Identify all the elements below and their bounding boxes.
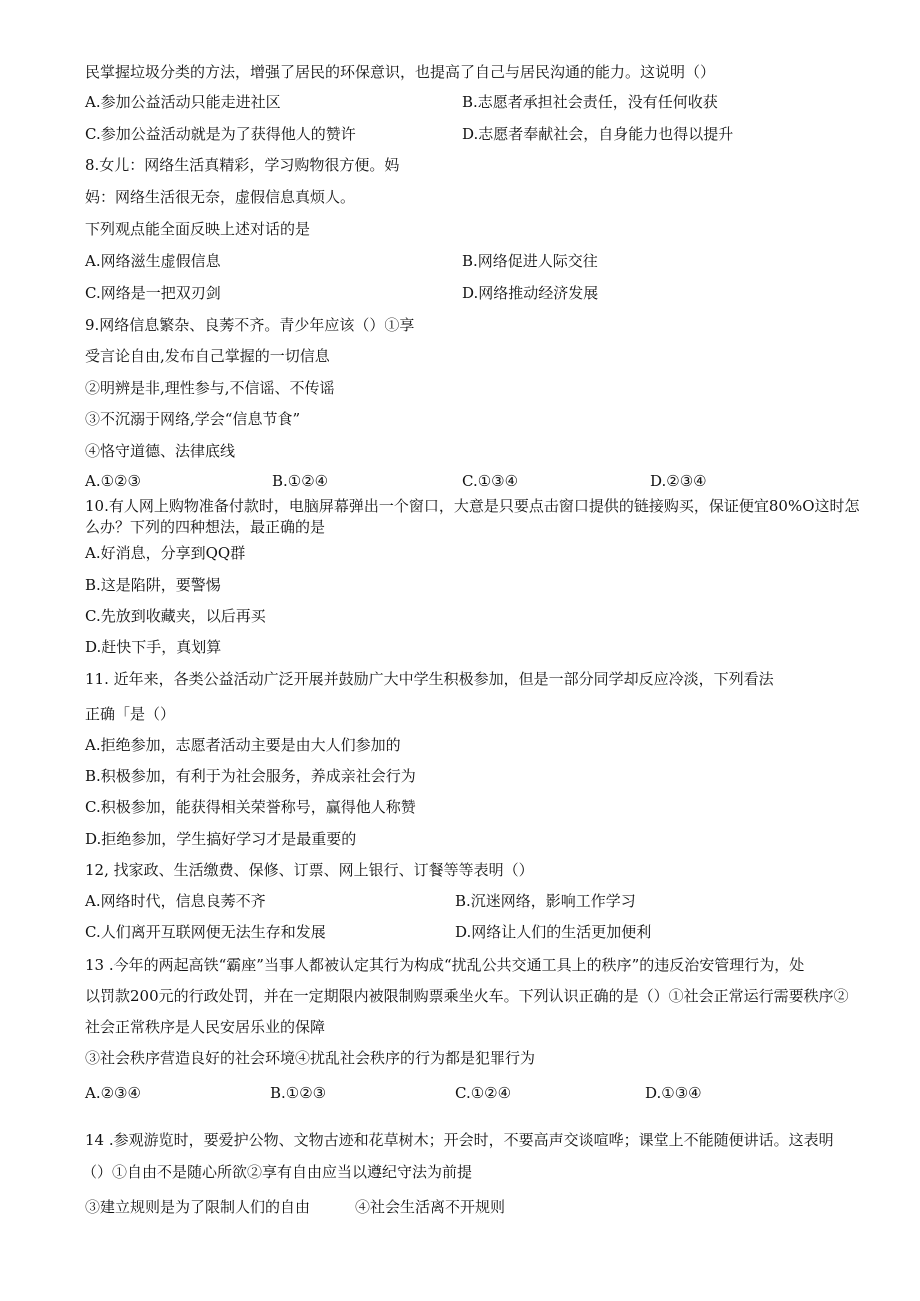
q8-option-c: C.网络是一把双刃剑: [85, 284, 221, 302]
q10-option-b: B.这是陷阱，要警惕: [85, 576, 221, 594]
q12-option-b: B.沉迷网络，影响工作学习: [455, 892, 636, 910]
q13-option-d: D.①③④: [645, 1084, 702, 1102]
q9-option-d: D.②③④: [650, 472, 707, 490]
q13-stem-line: ③社会秩序营造良好的社会环境④扰乱社会秩序的行为都是犯罪行为: [85, 1049, 536, 1067]
q10-stem-line: 么办？下列的四种想法，最正确的是: [85, 518, 326, 536]
q10-option-d: D.赶快下手，真划算: [85, 638, 222, 656]
q9-statement: ③不沉溺于网络,学会“信息节食”: [85, 410, 301, 428]
q8-option-a: A.网络滋生虚假信息: [85, 252, 221, 270]
q12-option-c: C.人们离开互联网便无法生存和发展: [85, 923, 326, 941]
q11-stem-line: 11. 近年来，各类公益活动广泛开展并鼓励广大中学生积极参加，但是一部分同学却反应冷淡，下列看法: [85, 670, 774, 688]
q14-stem-line: （）①自由不是随心所欲②享有自由应当以遵纪守法为前提: [82, 1163, 473, 1181]
q11-option-b: B.积极参加，有利于为社会服务，养成亲社会行为: [85, 767, 416, 785]
q8-stem-line: 下列观点能全面反映上述对话的是: [85, 220, 311, 238]
q8-option-d: D.网络推动经济发展: [462, 284, 599, 302]
q14-statement: ④社会生活离不开规则: [355, 1198, 506, 1216]
q13-option-a: A.②③④: [85, 1084, 141, 1102]
q9-stem-line: 9.网络信息繁杂、良莠不齐。青少年应该（）①享: [85, 316, 415, 334]
q11-option-d: D.拒绝参加，学生搞好学习才是最重要的: [85, 830, 357, 848]
q9-statement: ④恪守道德、法律底线: [85, 442, 236, 460]
q7-stem-tail: 民掌握垃圾分类的方法，增强了居民的环保意识，也提高了自己与居民沟通的能力。这说明（）: [85, 63, 716, 81]
q9-option-b: B.①②④: [272, 472, 329, 490]
q8-stem-line: 8.女儿：网络生活真精彩，学习购物很方便。妈: [85, 156, 400, 174]
q12-stem: 12, 找家政、生活缴费、保修、订票、网上银行、订餐等等表明（）: [85, 861, 534, 879]
q8-option-b: B.网络促进人际交往: [462, 252, 598, 270]
q8-stem-line: 妈：网络生活很无奈，虚假信息真烦人。: [85, 188, 356, 206]
q10-option-a: A.好消息，分享到QQ群: [85, 544, 246, 562]
q10-stem-line: 10.有人网上购物准备付款时，电脑屏幕弹出一个窗口，大意是只要点击窗口提供的链接购买，保证便宜80%O这时怎: [85, 497, 860, 515]
q11-option-a: A.拒绝参加，志愿者活动主要是由大人们参加的: [85, 736, 401, 754]
q7-option-d: D.志愿者奉献社会，自身能力也得以提升: [462, 125, 734, 143]
q13-stem-line: 13 .今年的两起高铁“霸座”当事人都被认定其行为构成“扰乱公共交通工具上的秩序”的违反治安管理行为，处: [85, 956, 805, 974]
q14-statement: ③建立规则是为了限制人们的自由: [85, 1198, 311, 1216]
q9-statement: ②明辨是非,理性参与,不信谣、不传谣: [85, 379, 335, 397]
q11-option-c: C.积极参加，能获得相关荣誉称号，赢得他人称赞: [85, 798, 416, 816]
q12-option-a: A.网络时代，信息良莠不齐: [85, 892, 266, 910]
q10-option-c: C.先放到收藏夹，以后再买: [85, 607, 266, 625]
q13-stem-line: 以罚款200元的行政处罚，并在一定期限内被限制购票乘坐火车。下列认识正确的是（）①社会正常运行需要秩序②: [85, 987, 849, 1005]
q9-option-c: C.①③④: [462, 472, 519, 490]
q11-stem-line: 正确「是（）: [85, 705, 176, 723]
q7-option-b: B.志愿者承担社会责任，没有任何收获: [462, 93, 718, 111]
q12-option-d: D.网络让人们的生活更加便利: [455, 923, 652, 941]
q7-option-c: C.参加公益活动就是为了获得他人的赞许: [85, 125, 356, 143]
q13-stem-line: 社会正常秩序是人民安居乐业的保障: [85, 1018, 326, 1036]
q14-stem-line: 14 .参观游览时，要爱护公物、文物古迹和花草树木；开会时，不要高声交谈喧哗；课堂上不能随便讲话。这表明: [85, 1131, 834, 1149]
q13-option-b: B.①②③: [270, 1084, 327, 1102]
q9-option-a: A.①②③: [85, 472, 141, 490]
q13-option-c: C.①②④: [455, 1084, 512, 1102]
q7-option-a: A.参加公益活动只能走进社区: [85, 93, 281, 111]
q9-stem-line: 受言论自由,发布自己掌握的一切信息: [85, 347, 330, 365]
